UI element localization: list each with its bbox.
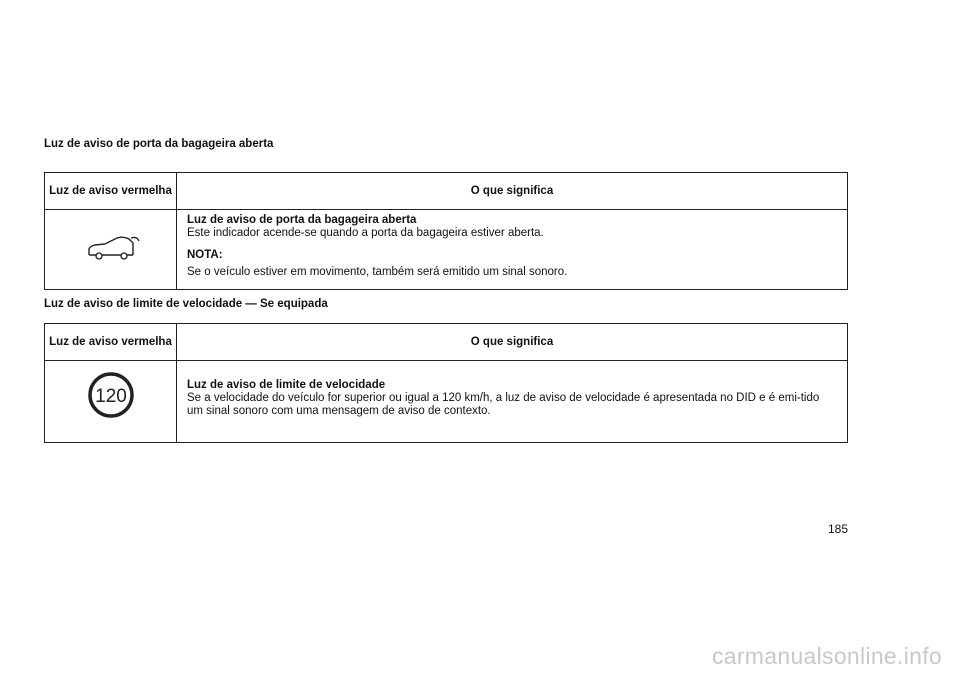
header-meaning: O que significa <box>177 324 848 361</box>
speed-limit-value: 120 <box>94 386 127 407</box>
description-heading: Luz de aviso de limite de velocidade <box>187 379 386 391</box>
header-warning-light: Luz de aviso vermelha <box>45 324 177 361</box>
liftgate-warning-table <box>44 172 848 290</box>
speed-limit-warning-table <box>44 323 848 443</box>
icon-cell <box>45 210 177 290</box>
note-label: NOTA: <box>187 249 223 261</box>
liftgate-open-icon <box>81 254 141 266</box>
description-cell <box>177 361 848 443</box>
section-title-speed-limit: Luz de aviso de limite de velocidade — Se equipada <box>44 298 328 310</box>
header-warning-light: Luz de aviso vermelha <box>45 173 177 210</box>
speed-limit-icon <box>87 386 135 422</box>
description-cell <box>177 210 848 290</box>
note-text: Se o veículo estiver em movimento, também será emitido um sinal sonoro. <box>187 266 568 278</box>
table-row <box>45 210 848 290</box>
table-header-row <box>45 173 848 210</box>
section-title-liftgate: Luz de aviso de porta da bagageira aberta <box>44 138 274 150</box>
header-meaning: O que significa <box>177 173 848 210</box>
table-header-row <box>45 324 848 361</box>
watermark: carmanualsonline.info <box>711 643 942 669</box>
page-number: 185 <box>827 522 848 536</box>
description-heading: Luz de aviso de porta da bagageira aberta <box>187 214 417 226</box>
description-text: Se a velocidade do veículo for superior ou igual a 120 km/h, a luz de aviso de velocidade é apresentada no DID e é emi-tido um sinal sonoro com uma mensagem de aviso de contexto. <box>187 392 820 417</box>
description-text: Este indicador acende-se quando a porta da bagageira estiver aberta. <box>187 227 544 239</box>
icon-cell <box>45 361 177 443</box>
table-row <box>45 361 848 443</box>
